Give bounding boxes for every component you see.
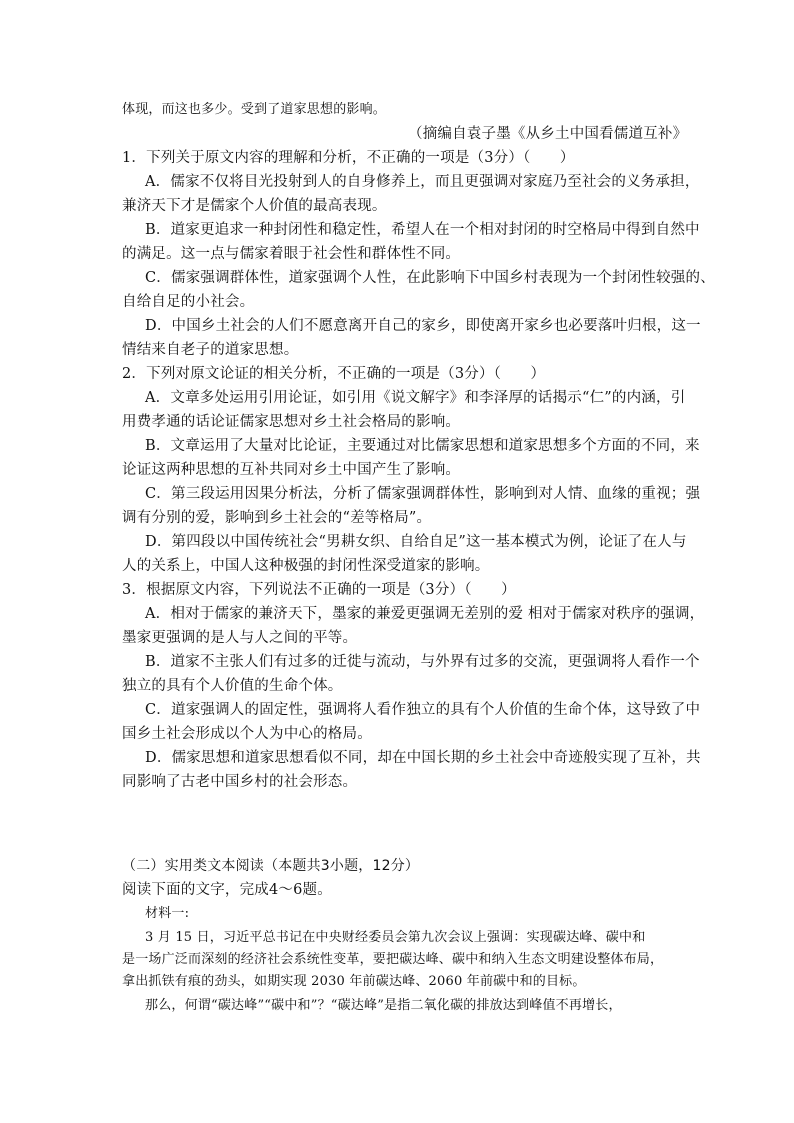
question-2-option-d: D．第四段以中国传统社会“男耕女织、自给自足”这一基本模式为例，论证了在人与: [145, 534, 687, 550]
question-3-option-d: D．儒家思想和道家思想看似不同，却在中国长期的乡土社会中奇迹般实现了互补，共: [145, 750, 701, 766]
material-paragraph-1-line-2: 是一场广泛而深刻的经济社会系统性变革，要把碳达峰、碳中和纳入生态文明建设整体布局，: [122, 952, 664, 967]
question-2-option-d-cont: 人的关系上，中国人这种极强的封闭性深受道家的影响。: [122, 558, 490, 574]
question-2-option-b-cont: 论证这两种思想的互补共同对乡土中国产生了影响。: [122, 462, 461, 478]
question-2-option-b: B．文章运用了大量对比论证，主要通过对比儒家思想和道家思想多个方面的不同，来: [145, 438, 700, 454]
question-3-stem: 3．根据原文内容，下列说法不正确的一项是（3分）（ ）: [122, 582, 516, 598]
passage-tail: 体现，而这也多少。受到了道家思想的影响。: [122, 102, 387, 117]
question-3-option-b: B．道家不主张人们有过多的迁徙与流动，与外界有过多的交流，更强调将人看作一个: [145, 654, 700, 670]
material-label: 材料一:: [145, 906, 190, 921]
question-3-option-a: A．相对于儒家的兼济天下，墨家的兼爱更强调无差别的爱 相对于儒家对秩序的强调，: [145, 606, 705, 622]
section-instruction: 阅读下面的文字，完成4～6题。: [122, 882, 332, 898]
question-3-option-d-cont: 同影响了古老中国乡村的社会形态。: [122, 774, 358, 790]
question-1-option-b: B．道家更追求一种封闭性和稳定性，希望人在一个相对封闭的时空格局中得到自然中: [145, 222, 700, 238]
question-1-option-a-cont: 兼济天下才是儒家个人价值的最高表现。: [122, 198, 387, 214]
question-2-option-c: C．第三段运用因果分析法，分析了儒家强调群体性，影响到对人情、血缘的重视；强: [145, 486, 701, 502]
question-3-option-c: C．道家强调人的固定性，强调将人看作独立的具有个人价值的生命个体，这导致了中: [145, 702, 701, 718]
question-1-option-b-cont: 的满足。这一点与儒家着眼于社会性和群体性不同。: [122, 246, 461, 262]
question-1-option-d-cont: 情结来自老子的道家思想。: [122, 342, 299, 358]
question-2-stem: 2．下列对原文论证的相关分析，不正确的一项是（3分）（ ）: [122, 366, 546, 382]
question-1-option-d: D．中国乡土社会的人们不愿意离开自己的家乡，即使离开家乡也必要落叶归根，这一: [145, 318, 701, 334]
material-paragraph-2-line-1: 那么，何谓“碳达峰”“碳中和”？“碳达峰”是指二氧化碳的排放达到峰值不再增长，: [145, 998, 622, 1013]
question-1-stem: 1．下列关于原文内容的理解和分析，不正确的一项是（3分）（ ）: [122, 150, 575, 166]
material-paragraph-1-line-3: 拿出抓铁有痕的劲头，如期实现 2030 年前碳达峰、2060 年前碳中和的目标。: [122, 974, 586, 989]
material-paragraph-1-line-1: 3 月 15 日，习近平总书记在中央财经委员会第九次会议上强调：实现碳达峰、碳中和: [145, 930, 646, 945]
question-3-option-c-cont: 国乡土社会形成以个人为中心的格局。: [122, 726, 372, 742]
question-1-option-a: A．儒家不仅将目光投射到人的自身修养上，而且更强调对家庭乃至社会的义务承担，: [145, 174, 700, 190]
question-2-option-c-cont: 调有分别的爱，影响到乡土社会的“差等格局”。: [122, 510, 432, 526]
question-1-option-c-cont: 自给自足的小社会。: [122, 294, 255, 310]
source-citation: （摘编自袁子墨《从乡土中国看儒道互补》: [408, 126, 688, 142]
section-heading: （二）实用类文本阅读（本题共3小题，12分）: [122, 858, 420, 874]
question-3-option-a-cont: 墨家更强调的是人与人之间的平等。: [122, 630, 358, 646]
question-1-option-c: C．儒家强调群体性，道家强调个人性，在此影响下中国乡村表现为一个封闭性较强的、: [145, 270, 715, 286]
question-2-option-a-cont: 用费孝通的话论证儒家思想对乡土社会格局的影响。: [122, 414, 461, 430]
question-2-option-a: A．文章多处运用引用论证，如引用《说文解字》和李泽厚的话揭示“仁”的内涵，引: [145, 390, 686, 406]
question-3-option-b-cont: 独立的具有个人价值的生命个体。: [122, 678, 343, 694]
